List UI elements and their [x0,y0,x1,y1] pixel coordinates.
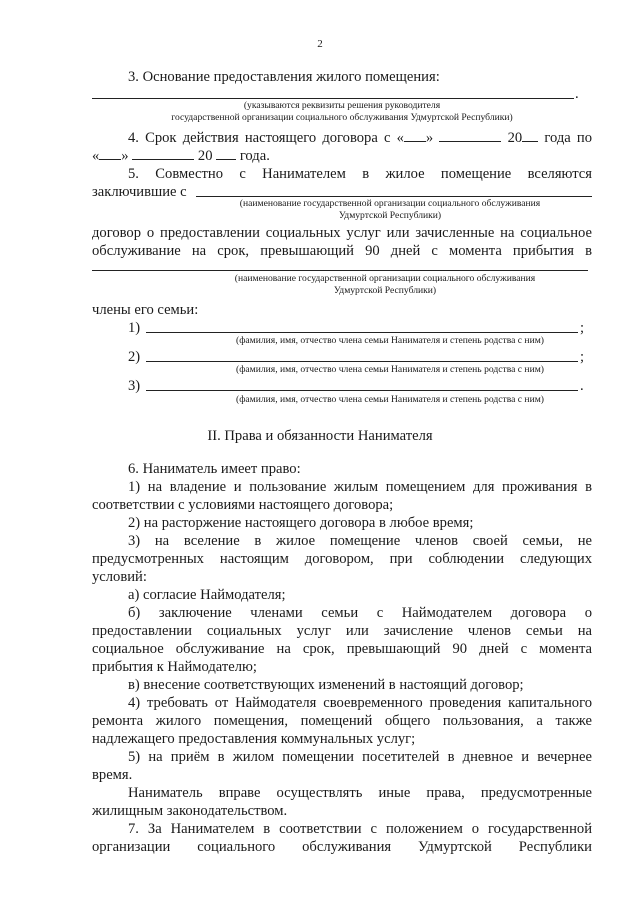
clause-5-blank-line-2 [92,270,588,271]
clause-6-5-line-2: время. [92,767,133,783]
member-3-caption: (фамилия, имя, отчество члена семьи Нанимателя и степень родства с ним) [236,394,544,405]
member-1-number: 1) [128,320,141,336]
clause-6-5-line-1: 5) на приём в жилом помещении посетителей в дневное и вечернее [128,749,592,765]
clause-6-2: 2) на расторжение настоящего договора в любое время; [128,515,474,531]
day-blank-2 [99,147,121,160]
clause-3-caption-2: государственной организации социального обслуживания Удмуртской Республики) [171,112,513,123]
clause-5-caption-3: (наименование государственной организации социального обслуживания [234,273,536,284]
clause-4-text-a: 4. Срок действия настоящего договора с « [128,130,404,146]
clause-4-line-2 [92,147,592,165]
clause-6-other-line-1: Наниматель вправе осуществлять иные права, предусмотренные [128,785,592,801]
clause-6-1-line-2: соответствии с условиями настоящего договора; [92,497,394,513]
clause-6-3-line-3: условий: [92,569,147,585]
day-blank [404,129,426,142]
clause-5-caption-2: Удмуртской Республики) [338,210,442,221]
month-blank [439,129,501,142]
clause-5-blank-line-1 [196,196,592,197]
year-blank [522,129,538,142]
clause-6-3-line-2: предусмотренных настоящим договором, при соблюдении следующих [92,551,592,567]
member-1-end: ; [580,320,585,336]
clause-6-3-b-line-3: социальное обслуживание на срок, превышающий 90 дней с момента [92,641,592,657]
clause-6-other-line-2: жилищным законодательством. [92,803,288,819]
member-1-blank-line [146,332,578,333]
clause-5-members-label: члены его семьи: [92,302,199,318]
clause-6-3-c: в) внесение соответствующих изменений в настоящий договор; [128,677,524,693]
clause-6-3-b-line-2: предоставлении социальных услуг или зачисление членов семьи на [92,623,592,639]
clause-4-text-h: года. [239,148,270,164]
section-2-title: II. Права и обязанности Нанимателя [207,428,433,444]
clause-4-year-prefix-2: 20 [197,148,213,164]
clause-4-text-e: « [92,148,100,164]
clause-5-text: заключившие с [92,184,187,200]
month-blank-2 [132,147,194,160]
clause-3-blank-line [92,98,574,99]
member-2-number: 2) [128,349,141,365]
clause-6-3-a: а) согласие Наймодателя; [128,587,286,603]
member-3-blank-line [146,390,578,391]
clause-6-4-line-3: надлежащего предоставления коммунальных услуг; [92,731,416,747]
clause-5-line-1: 5. Совместно с Нанимателем в жилое помещение вселяются [128,166,592,182]
clause-7-line-1: 7. За Нанимателем в соответствии с положением о государственной [128,821,592,837]
clause-6-3-line-1: 3) на вселение в жилое помещение членов своей семьи, не [128,533,592,549]
clause-3-title: 3. Основание предоставления жилого помещения: [128,69,440,85]
member-2-caption: (фамилия, имя, отчество члена семьи Нанимателя и степень родства с ним) [236,364,544,375]
clause-5-line-4: обслуживание на срок, превышающий 90 дней с момента прибытия в [92,243,592,259]
member-3-end: . [580,378,584,394]
clause-3-caption-1: (указываются реквизиты решения руководителя [243,100,441,111]
clause-6-4-line-2: ремонта жилого помещения, помещений общего пользования, а также [92,713,592,729]
clause-5-caption-1: (наименование государственной организации социального обслуживания [239,198,541,209]
clause-6-3-b-line-4: прибытия к Наймодателю; [92,659,257,675]
year-blank-2 [216,147,236,160]
member-3-number: 3) [128,378,141,394]
clause-6-4-line-1: 4) требовать от Наймодателя своевременного проведения капитального [128,695,592,711]
member-1-caption: (фамилия, имя, отчество члена семьи Нанимателя и степень родства с ним) [236,335,544,346]
clause-7-line-2: организации социального обслуживания Удмуртской Республики [92,839,592,855]
clause-4-year-prefix: 20 [507,130,523,146]
clause-5-caption-4: Удмуртской Республики) [333,285,437,296]
page-number: 2 [317,38,323,50]
clause-5-line-3: договор о предоставлении социальных услуг или зачисленные на социальное [92,225,592,241]
clause-3-end: . [575,86,579,102]
clause-6-3-b-line-1: б) заключение членами семьи с Наймодателем договора о [128,605,592,621]
clause-4-text-d: года по [544,130,592,146]
member-2-end: ; [580,349,585,365]
clause-4-text-b: » [425,130,434,146]
clause-6-1-line-1: 1) на владение и пользование жилым помещением для проживания в [128,479,592,495]
member-2-blank-line [146,361,578,362]
clause-4-text-f: » [121,148,129,164]
clause-4-line-1 [92,129,592,147]
clause-6-title: 6. Наниматель имеет право: [128,461,301,477]
